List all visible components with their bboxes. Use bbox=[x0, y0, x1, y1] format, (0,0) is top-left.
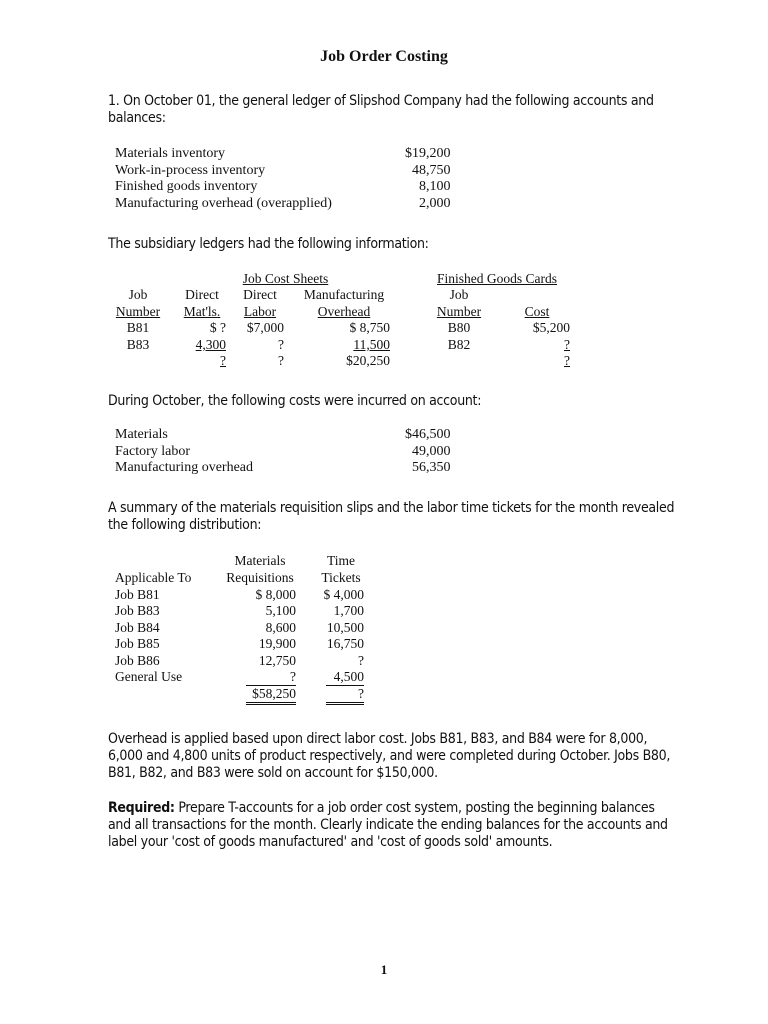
october-intro: During October, the following costs were incurred on account: bbox=[108, 393, 482, 409]
cell-overhead-total: $20,250 bbox=[346, 353, 390, 368]
table-row bbox=[115, 427, 451, 444]
table-row bbox=[115, 146, 451, 163]
page-number: 1 bbox=[380, 962, 388, 977]
cell-time: ? bbox=[358, 653, 364, 668]
opening-balances-table bbox=[115, 146, 451, 212]
column-header: Number bbox=[115, 304, 161, 319]
column-header: Overhead bbox=[317, 304, 371, 319]
account-amount: 2,000 bbox=[419, 195, 451, 211]
account-amount: 8,100 bbox=[419, 179, 451, 194]
cell-direct-labor: $7,000 bbox=[246, 320, 284, 335]
cell-materials: 8,600 bbox=[265, 620, 296, 635]
cost-amount: 56,350 bbox=[412, 460, 451, 475]
required-paragraph bbox=[108, 800, 680, 851]
table-row bbox=[115, 196, 451, 213]
intro-paragraph: 1. On October 01, the general ledger of Slipshod Company had the following accounts and balances: bbox=[108, 93, 654, 126]
cell-direct-materials: 4,300 bbox=[195, 337, 226, 352]
row-label: Job B85 bbox=[115, 636, 160, 651]
row-label: Job B84 bbox=[115, 620, 160, 635]
cost-name: Materials bbox=[115, 427, 168, 442]
cell-materials: ? bbox=[246, 669, 296, 686]
column-header: Materials bbox=[234, 553, 286, 568]
required-label: Required: bbox=[108, 800, 175, 816]
cell-direct-labor-total: ? bbox=[278, 353, 284, 368]
account-amount: 48,750 bbox=[412, 162, 451, 178]
column-header: Mat'ls. bbox=[183, 304, 221, 319]
table-row bbox=[115, 460, 451, 477]
cell-materials: 12,750 bbox=[258, 653, 296, 668]
account-name: Work-in-process inventory bbox=[115, 162, 266, 178]
cell-overhead: $ 8,750 bbox=[349, 320, 390, 335]
subsidiary-intro: The subsidiary ledgers had the following information: bbox=[108, 236, 429, 252]
table-row bbox=[115, 163, 451, 180]
row-label: Job B86 bbox=[115, 653, 160, 668]
column-header: Direct bbox=[185, 287, 219, 302]
column-header: Requisitions bbox=[226, 570, 294, 585]
cell-job: B80 bbox=[447, 320, 471, 335]
cost-name: Manufacturing overhead bbox=[115, 460, 253, 475]
cell-materials-total: $58,250 bbox=[246, 686, 296, 705]
october-costs-table bbox=[115, 427, 451, 477]
cell-cost: ? bbox=[564, 337, 570, 352]
column-header: Time bbox=[326, 553, 355, 568]
cell-direct-materials: $ ? bbox=[209, 320, 226, 335]
column-header: Number bbox=[436, 304, 482, 319]
column-header: Direct bbox=[243, 287, 277, 302]
page-title: Job Order Costing bbox=[320, 48, 448, 65]
job-cost-sheets-heading: Job Cost Sheets bbox=[242, 271, 329, 286]
row-label: General Use bbox=[115, 669, 183, 684]
cell-time: $ 4,000 bbox=[323, 587, 364, 602]
column-header: Tickets bbox=[321, 570, 361, 585]
account-name: Finished goods inventory bbox=[115, 179, 258, 194]
cost-amount: $46,500 bbox=[405, 427, 451, 442]
account-amount: $19,200 bbox=[405, 146, 451, 161]
cost-name: Factory labor bbox=[115, 443, 191, 459]
cell-job: B81 bbox=[126, 320, 150, 335]
column-header: Labor bbox=[243, 304, 277, 319]
overhead-paragraph: Overhead is applied based upon direct labor cost. Jobs B81, B83, and B84 were for 8,000, 6,000 and 4,800 units of product respectively, and were completed during October. Jobs B80, B81, B82, and B83 were sold on account for $150,000. bbox=[108, 731, 671, 781]
cell-time: 4,500 bbox=[326, 669, 364, 686]
finished-goods-heading: Finished Goods Cards bbox=[436, 271, 557, 286]
cell-time: 16,750 bbox=[326, 636, 364, 651]
cell-materials: 19,900 bbox=[258, 636, 296, 651]
account-name: Manufacturing overhead (overapplied) bbox=[115, 195, 332, 211]
column-header: Job bbox=[128, 287, 148, 302]
cell-time: 10,500 bbox=[326, 620, 364, 635]
cell-time: 1,700 bbox=[333, 603, 364, 618]
summary-intro: A summary of the materials requisition slips and the labor time tickets for the month revealed the following distribution: bbox=[108, 500, 675, 533]
row-label: Job B81 bbox=[115, 587, 160, 602]
table-row bbox=[115, 179, 451, 196]
cell-job: B82 bbox=[447, 337, 471, 352]
cell-cost-total: ? bbox=[564, 353, 570, 368]
column-header: Applicable To bbox=[115, 570, 192, 585]
cell-direct-materials-total: ? bbox=[220, 353, 226, 368]
cell-time-total: ? bbox=[326, 686, 364, 705]
cell-overhead: 11,500 bbox=[353, 337, 390, 352]
cell-materials: 5,100 bbox=[265, 603, 296, 618]
cost-amount: 49,000 bbox=[412, 443, 451, 459]
required-text: Prepare T-accounts for a job order cost system, posting the beginning balances and all transactions for the month. Clearly indicate the ending balances for the accounts and label your 'cost of goods manufactured' and 'cost of goods sold' amounts. bbox=[108, 800, 668, 850]
cell-materials: $ 8,000 bbox=[255, 587, 296, 602]
cell-direct-labor: ? bbox=[278, 337, 284, 352]
column-header: Cost bbox=[524, 304, 550, 319]
cell-cost: $5,200 bbox=[532, 320, 570, 335]
row-label: Job B83 bbox=[115, 603, 160, 618]
column-header: Job bbox=[449, 287, 469, 302]
cell-job: B83 bbox=[126, 337, 150, 352]
account-name: Materials inventory bbox=[115, 146, 226, 161]
table-row bbox=[115, 444, 451, 461]
column-header: Manufacturing bbox=[303, 287, 385, 302]
